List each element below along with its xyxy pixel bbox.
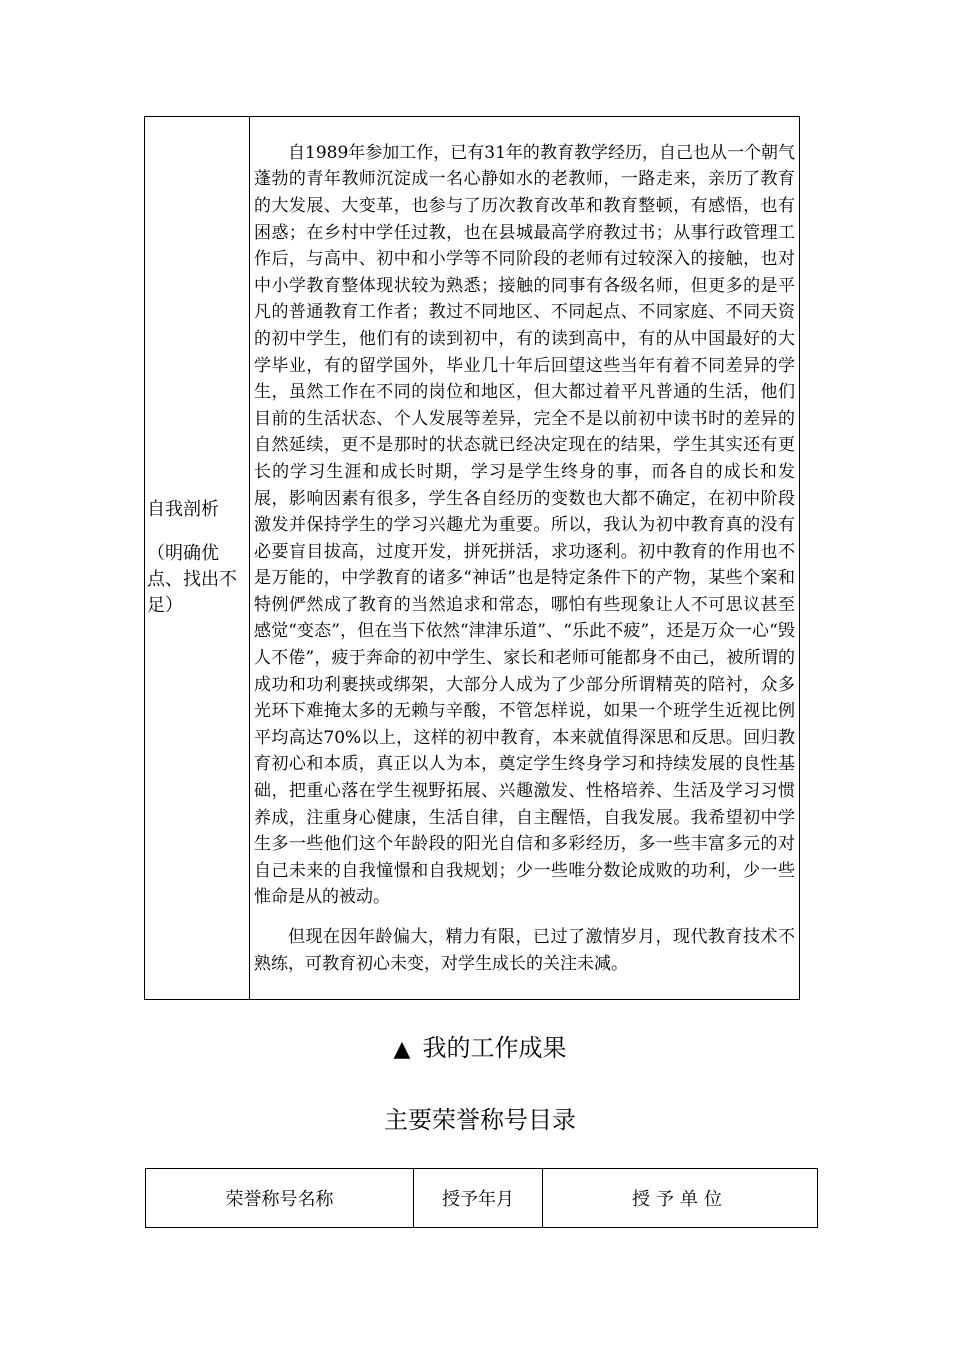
honors-table (145, 1168, 818, 1228)
self-analysis-paragraph: 但现在因年龄偏大，精力有限，已过了激情岁月，现代教育技术不熟练，可教育初心未变，对学生成长的关注未减。 (254, 927, 795, 974)
honors-title: 主要荣誉称号目录 (384, 1106, 576, 1134)
honors-header-row (146, 1169, 818, 1228)
self-analysis-table (144, 116, 800, 1000)
column-header-honor-name: 荣誉称号名称 (146, 1169, 414, 1228)
triangle-icon: ▲ (393, 1037, 411, 1062)
section-heading (0, 1030, 960, 1068)
self-analysis-label-cell (145, 117, 250, 1000)
self-analysis-paragraph: 自1989年参加工作，已有31年的教育教学经历，自己也从一个朝气蓬勃的青年教师沉淀成一名心静如水的老教师，一路走来，亲历了教育的大发展、大变革，也参与了历次教育改革和教育整顿，有感悟，也有困惑；在乡村中学任过教，也在县城最高学府教过书；从事行政管理工作后，与高中、初中和小学等不同阶段的老师有过较深入的接触，也对中小学教育整体现状较为熟悉；接触的同事有各级名师，但更多的是平凡的普通教育工作者；教过不同地区、不同起点、不同家庭、不同天资的初中学生，他们有的读到初中，有的读到高中，有的从中国最好的大学毕业，有的留学国外，毕业几十年后回望这些当年有着不同差异的学生，虽然工作在不同的岗位和地区，但大都过着平凡普通的生活，他们目前的生活状态、个人发展等差异，完全不是以前初中读书时的差异的自然延续，更不是那时的状态就已经决定现在的结果，学生其实还有更长的学习生涯和成长时期，学习是学生终身的事，而各自的成长和发展，影响因素有很多，学生各自经历的变数也大都不确定，在初中阶段激发并保持学生的学习兴趣尤为重要。所以，我认为初中教育真的没有必要盲目拔高，过度开发，拼死拼活，求功逐利。初中教育的作用也不是万能的，中学教育的诸多“神话”也是特定条件下的产物，某些个案和特例俨然成了教育的当然追求和常态，哪怕有些现象让人不可思议甚至感觉“变态”，但在当下依然“津津乐道”、“乐此不疲”，还是万众一心“毁人不倦”，疲于奔命的初中学生、家长和老师可能都身不由己，被所谓的成功和功利裹挟或绑架，大部分人成为了少部分所谓精英的陪衬，众多光环下难掩太多的无赖与辛酸，不管怎样说，如果一个班学生近视比例平均高达70%以上，这样的初中教育，本来就值得深思和反思。回归教育初心和本质，真正以人为本，奠定学生终身学习和持续发展的良性基础，把重心落在学生视野拓展、兴趣激发、性格培养、生活及学习习惯养成，注重身心健康，生活自律，自主醒悟，自我发展。我希望初中学生多一些他们这个年龄段的阳光自信和多彩经历，多一些丰富多元的对自己未来的自我憧憬和自我规划；少一些唯分数论成败的功利，少一些惟命是从的被动。 (254, 142, 795, 908)
self-analysis-label: 自我剖析 (147, 499, 219, 520)
section-title-text: 我的工作成果 (422, 1034, 567, 1062)
column-header-awarding-unit: 授予单位 (543, 1169, 818, 1228)
column-header-award-date: 授予年月 (414, 1169, 543, 1228)
self-analysis-content-cell (250, 117, 800, 1000)
self-analysis-note: （明确优点、找出不足） (147, 543, 237, 616)
